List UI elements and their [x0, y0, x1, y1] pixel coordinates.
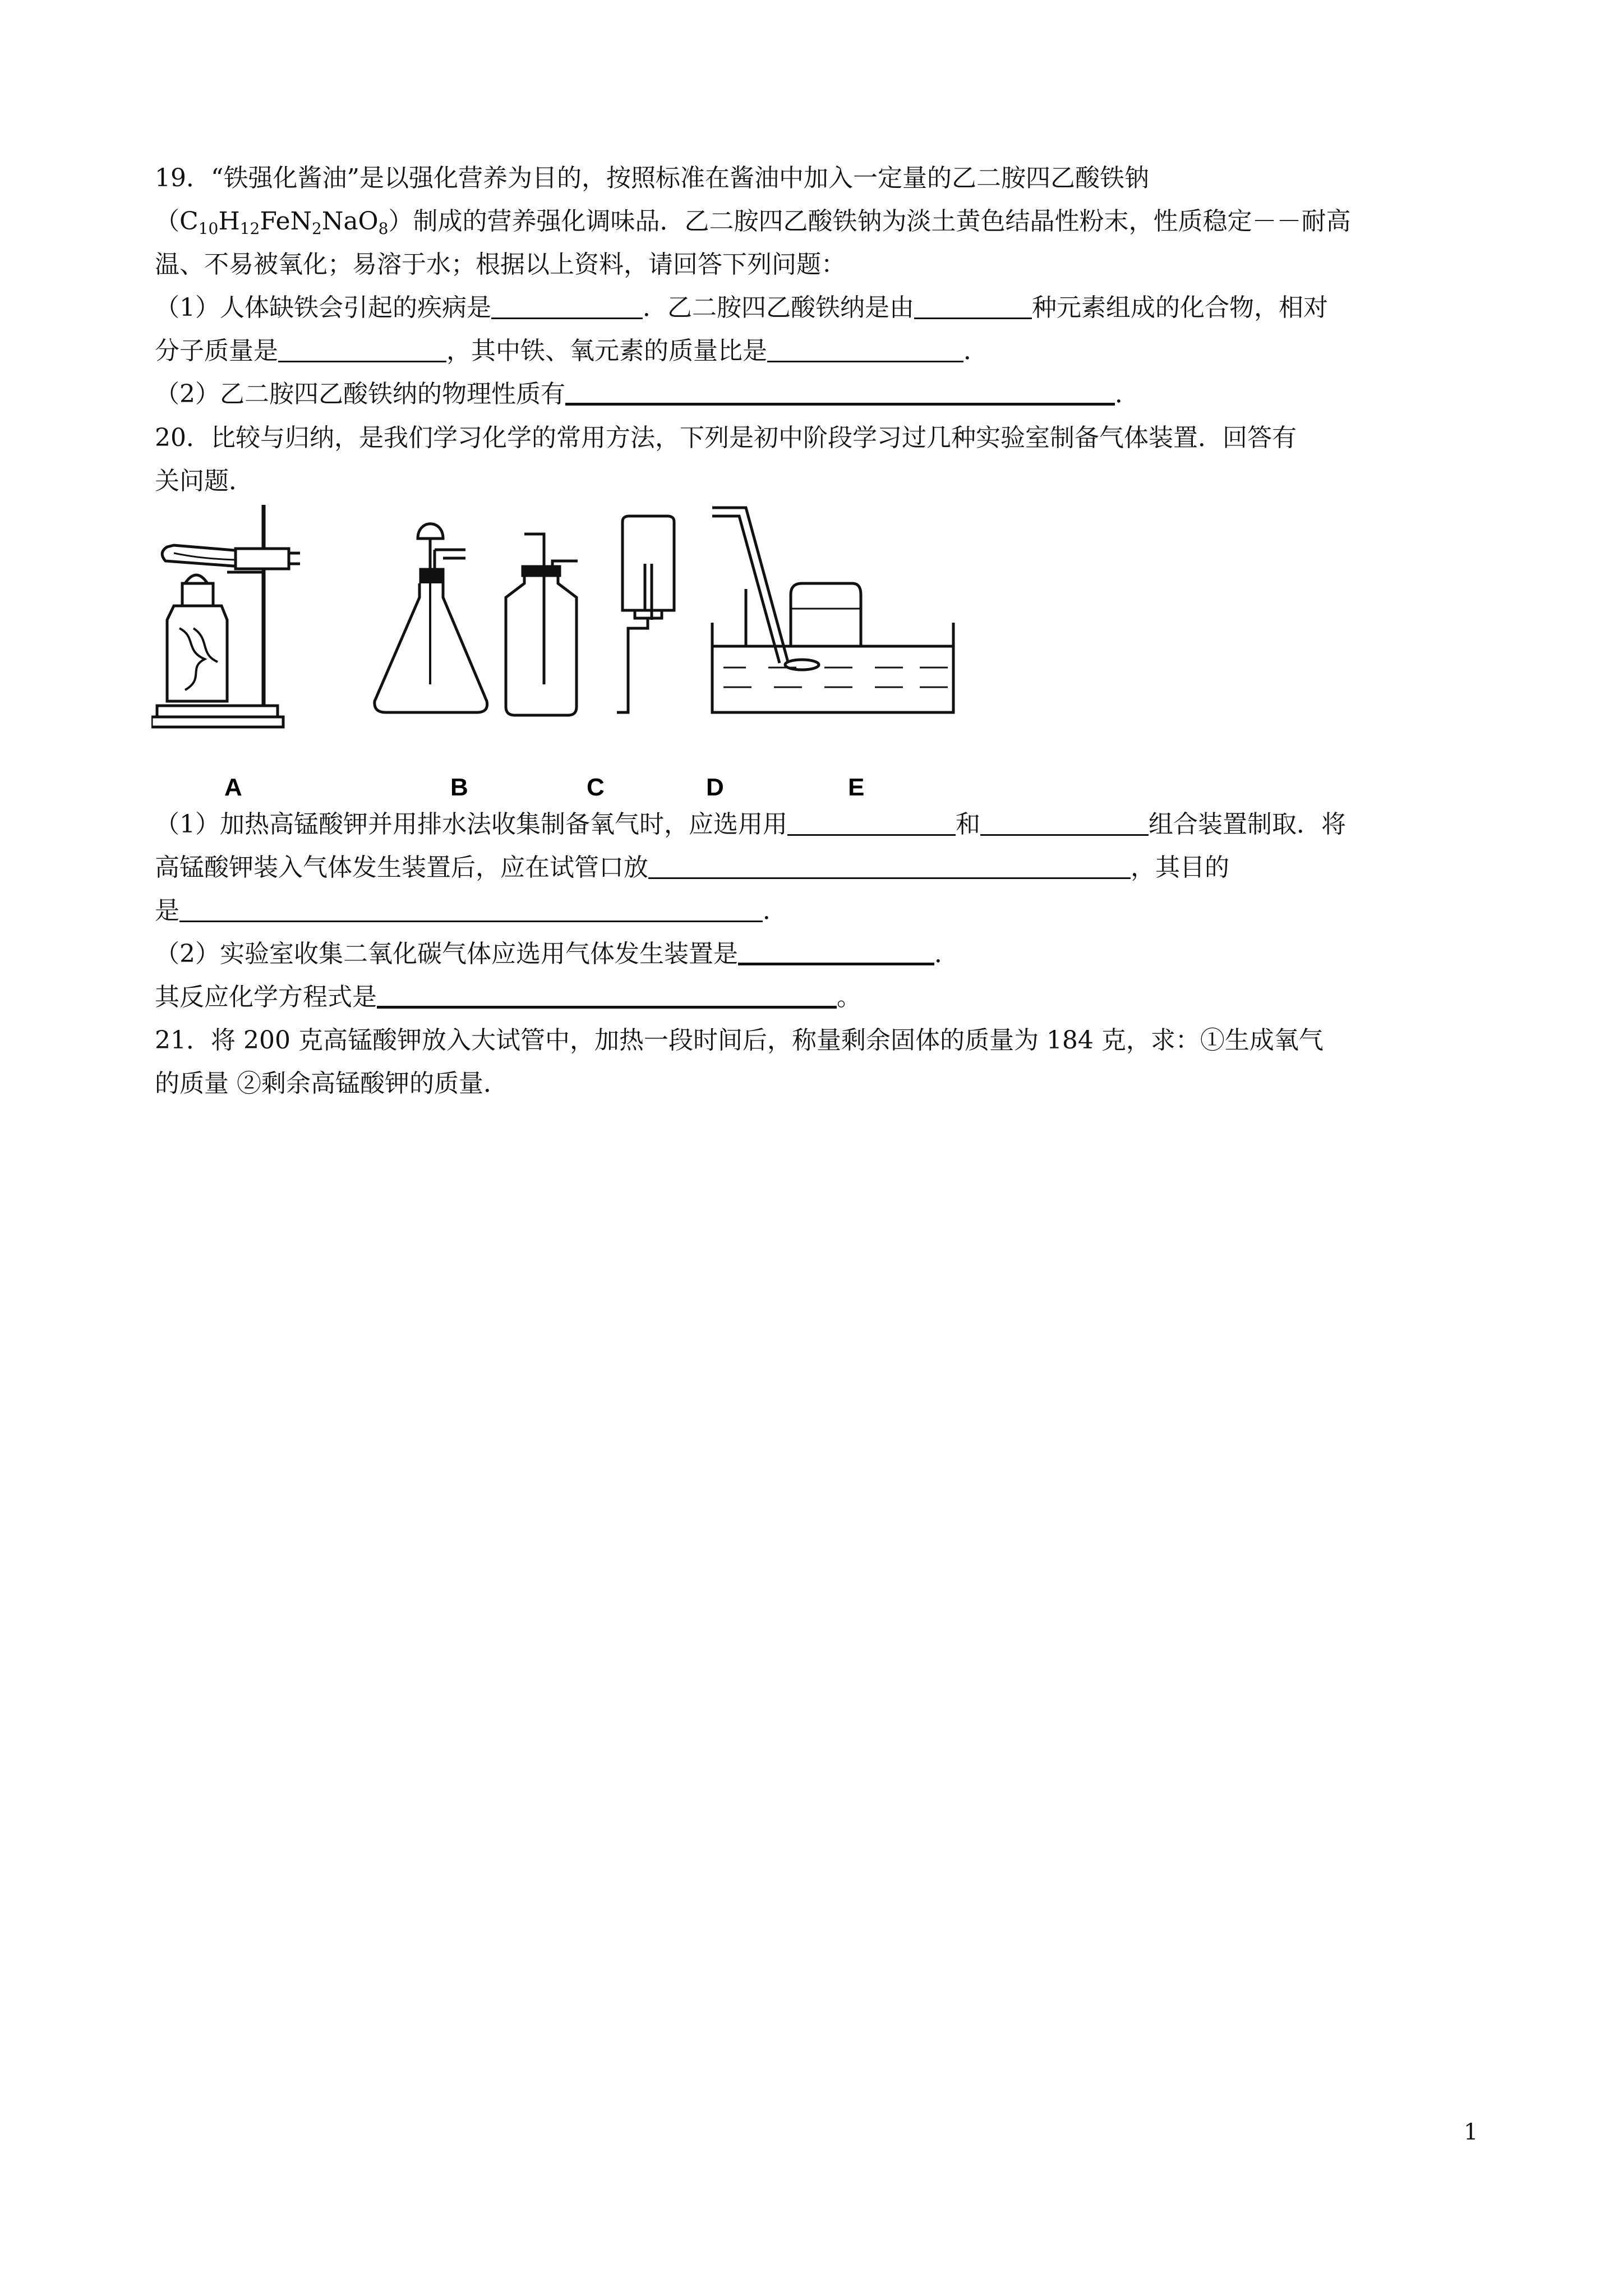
answer-blank[interactable]	[980, 808, 1149, 836]
q19-stem-text-2: ）制成的营养强化调味品．乙二胺四乙酸铁钠为淡土黄色结晶性粉末，性质稳定－－耐高	[388, 207, 1351, 236]
q20-stem-text-2: 关问题．	[155, 467, 253, 495]
q20-line-2	[155, 460, 1472, 503]
formula-subscript: 2	[312, 219, 322, 238]
q21-line-2	[155, 1062, 1472, 1105]
q21-stem-text-1: 21．将 200 克高锰酸钾放入大试管中，加热一段时间后，称量剩余固体的质量为 184 克，求：①生成氧气	[155, 1026, 1324, 1055]
answer-blank[interactable]	[738, 937, 934, 965]
answer-blank[interactable]	[278, 335, 446, 362]
answer-blank[interactable]	[787, 808, 956, 836]
q19-line-3	[155, 243, 1472, 286]
page-number: 1	[1464, 2119, 1478, 2145]
q19-part2-text: ．	[1115, 380, 1140, 408]
q19-formula-part: H	[218, 207, 240, 236]
q20-part1-text: 高锰酸钾装入气体发生装置后，应在试管口放	[155, 853, 648, 882]
q21-line-1	[155, 1019, 1472, 1062]
answer-blank[interactable]	[648, 852, 1131, 879]
q19-formula-part: FeN	[260, 207, 312, 236]
q20-part1-line-1	[155, 803, 1472, 846]
q20-part1-text: 是	[155, 896, 179, 925]
q19-part1-text: ，其中铁、氧元素的质量比是	[446, 337, 767, 365]
apparatus-a	[151, 505, 300, 727]
apparatus-label: A	[224, 774, 242, 801]
q19-line-2	[155, 200, 1472, 250]
apparatus-d	[617, 516, 674, 712]
formula-subscript: 10	[198, 219, 219, 238]
answer-blank[interactable]	[179, 895, 763, 922]
q19-part1-text: ．乙二胺四乙酸铁纳是由	[643, 293, 914, 322]
q19-part2-text: （2）乙二胺四乙酸铁纳的物理性质有	[155, 380, 565, 408]
answer-blank[interactable]	[767, 335, 963, 362]
q20-part2-text: （2）实验室收集二氧化碳气体应选用气体发生装置是	[155, 940, 738, 968]
apparatus-label: B	[450, 774, 468, 801]
q20-part2-text: 。	[837, 983, 861, 1011]
formula-subscript: 12	[239, 219, 260, 238]
apparatus-label: C	[587, 774, 605, 801]
q20-part2-text: 其反应化学方程式是	[155, 983, 377, 1011]
answer-blank[interactable]	[914, 292, 1032, 319]
gas-apparatus-figure	[151, 499, 959, 802]
q19-part1-line-2	[155, 330, 1472, 372]
q19-stem-text-3: 温、不易被氧化；易溶于水；根据以上资料，请回答下列问题：	[155, 250, 846, 279]
q19-part1-text: 分子质量是	[155, 337, 278, 365]
q19-part1-text: ．	[963, 337, 988, 365]
q19-part1-line-1	[155, 287, 1472, 329]
q19-line-1	[155, 157, 1472, 200]
q20-part2-line-2	[155, 976, 1472, 1019]
q19-part2-line	[155, 373, 1472, 416]
answer-blank[interactable]	[491, 292, 643, 319]
q19-part1-text: 种元素组成的化合物，相对	[1032, 293, 1328, 322]
q19-formula-part: NaO	[321, 207, 379, 236]
q20-part2-text: ．	[934, 940, 959, 968]
q20-part1-text: （1）加热高锰酸钾并用排水法收集制备氧气时，应选用用	[155, 810, 787, 839]
q20-part1-text: 组合装置制取．将	[1149, 810, 1346, 839]
q20-part1-text: 和	[956, 810, 980, 839]
answer-blank[interactable]	[565, 377, 1115, 406]
q20-part1-text: ．	[763, 896, 787, 925]
q20-stem-text-1: 20．比较与归纳，是我们学习化学的常用方法，下列是初中阶段学习过几种实验室制备气体装置．回答有	[155, 424, 1297, 452]
q20-part2-line-1	[155, 933, 1472, 976]
q21-stem-text-2: 的质量 ②剩余高锰酸钾的质量．	[155, 1069, 508, 1098]
apparatus-label: D	[706, 774, 724, 801]
q19-part1-text: （1）人体缺铁会引起的疾病是	[155, 293, 491, 322]
answer-blank[interactable]	[377, 980, 837, 1009]
q20-line-1	[155, 417, 1472, 459]
q20-part1-text: ，其目的	[1131, 853, 1229, 882]
formula-subscript: 8	[378, 219, 389, 238]
q19-stem-text-1: 19．“铁强化酱油”是以强化营养为目的，按照标准在酱油中加入一定量的乙二胺四乙酸铁钠	[155, 164, 1149, 192]
q20-part1-line-3	[155, 890, 1472, 932]
q19-formula-part: （C	[155, 207, 199, 236]
q20-part1-line-2	[155, 846, 1472, 889]
apparatus-e	[712, 508, 953, 712]
apparatus-label: E	[848, 774, 865, 801]
apparatus-c	[506, 534, 578, 715]
apparatus-b	[375, 524, 487, 712]
